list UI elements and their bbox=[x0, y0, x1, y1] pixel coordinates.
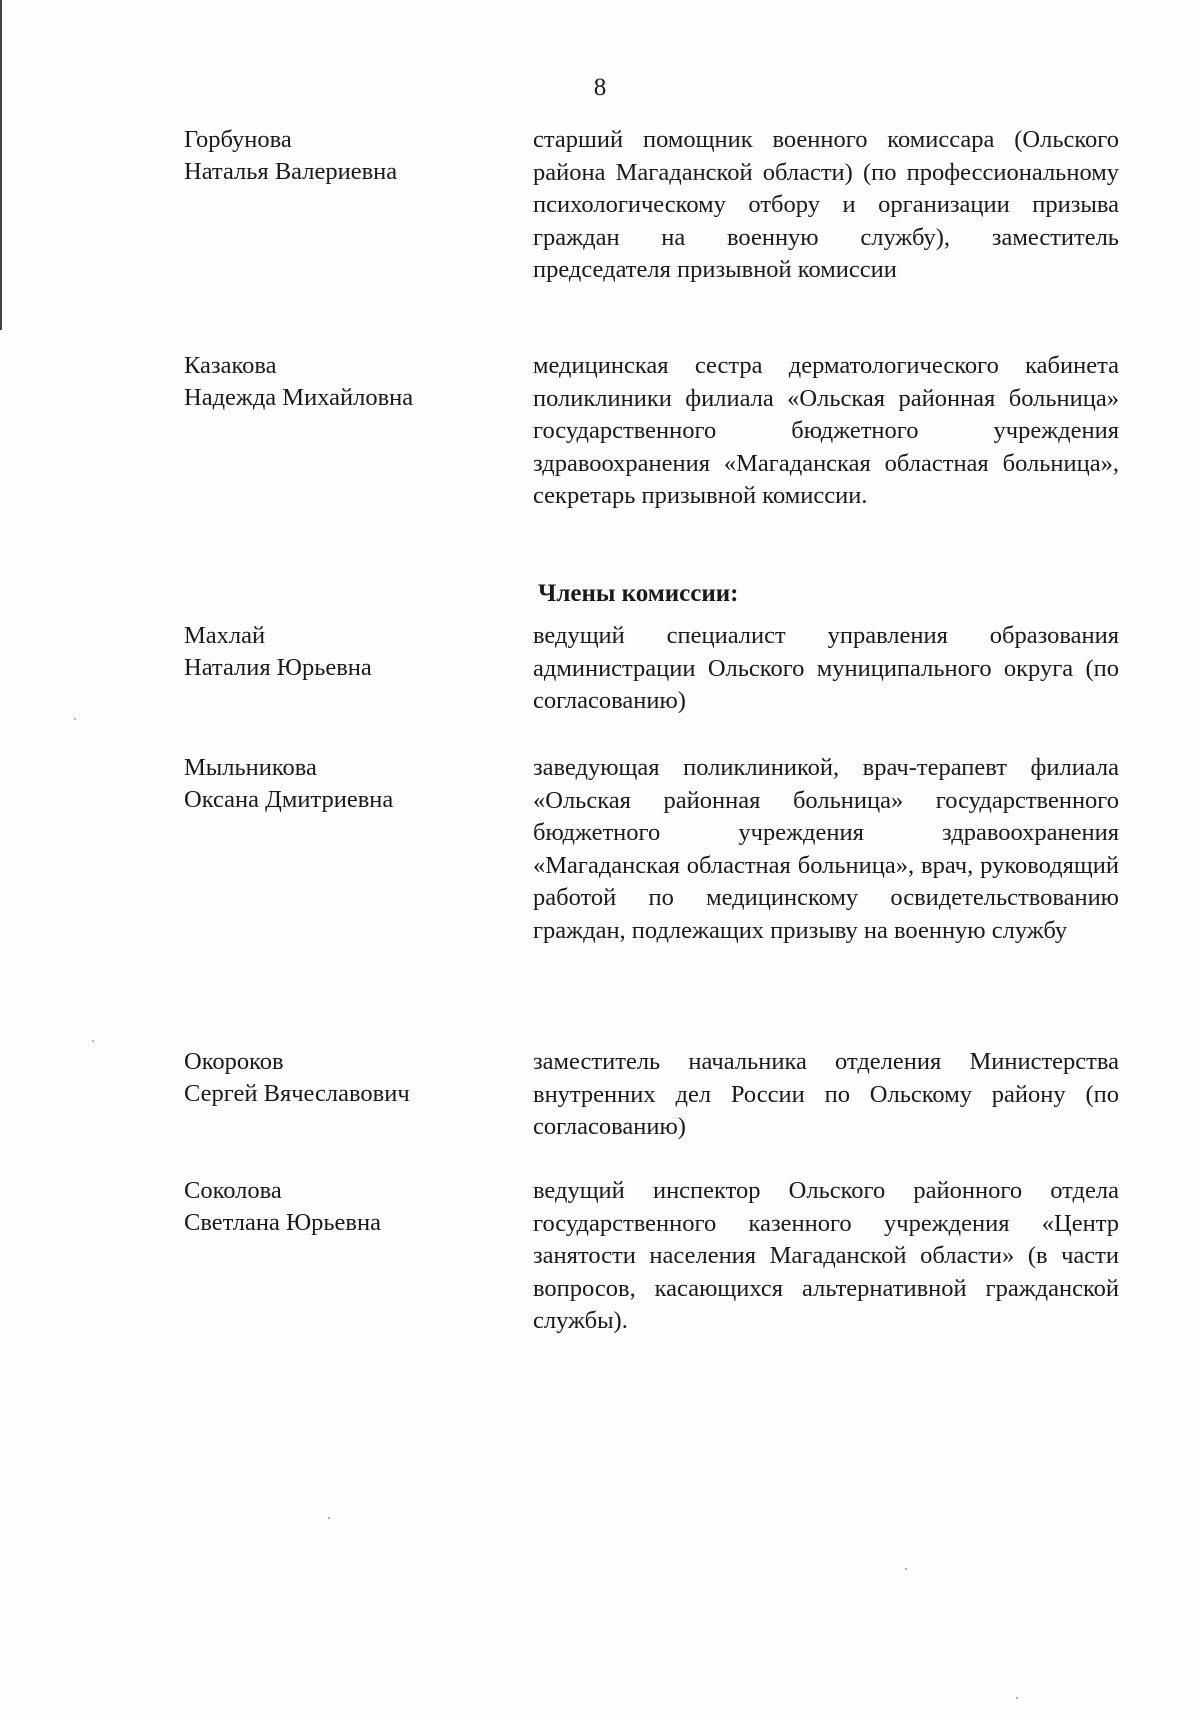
person-surname: Окороков bbox=[184, 1048, 284, 1075]
person-given-names: Наталья Валериевна bbox=[184, 158, 398, 185]
person-name bbox=[184, 752, 504, 816]
scan-speck bbox=[92, 1040, 94, 1042]
page-number: 8 bbox=[593, 74, 607, 101]
person-surname: Махлай bbox=[184, 622, 266, 649]
scan-speck bbox=[74, 718, 76, 720]
person-surname: Соколова bbox=[184, 1177, 282, 1204]
person-given-names: Оксана Дмитриевна bbox=[184, 786, 394, 813]
person-surname: Горбунова bbox=[184, 126, 292, 153]
person-name bbox=[184, 1175, 504, 1239]
person-position: старший помощник военного комиссара (Ольского района Магаданской области) (по профессиональному психологическому отбору и организации призыва граждан на военную службу), заместитель председателя призывной комиссии bbox=[533, 126, 1119, 283]
person-name bbox=[184, 350, 504, 414]
scan-speck bbox=[1016, 1697, 1018, 1699]
person-name bbox=[184, 1046, 504, 1110]
person-position: медицинская сестра дерматологического кабинета поликлиники филиала «Ольская районная больница» государственного бюджетного учреждения здравоохранения «Магаданская областная больница», секретарь призывной комиссии. bbox=[533, 352, 1119, 509]
scan-speck bbox=[328, 1517, 330, 1519]
members-heading: Члены комиссии: bbox=[538, 580, 739, 607]
person-name bbox=[184, 124, 504, 188]
scan-edge-line bbox=[0, 0, 2, 330]
person-position: ведущий специалист управления образования администрации Ольского муниципального округа (по согласованию) bbox=[533, 622, 1119, 714]
person-name bbox=[184, 620, 504, 684]
person-position: ведущий инспектор Ольского районного отдела государственного казенного учреждения «Центр занятости населения Магаданской области» (в части вопросов, касающихся альтернативной гражданской службы). bbox=[533, 1177, 1119, 1334]
person-position: заместитель начальника отделения Министерства внутренних дел России по Ольскому району (по согласованию) bbox=[533, 1048, 1119, 1140]
person-given-names: Сергей Вячеславович bbox=[184, 1080, 410, 1107]
person-surname: Мыльникова bbox=[184, 754, 317, 781]
person-position: заведующая поликлиникой, врач-терапевт филиала «Ольская районная больница» государственного бюджетного учреждения здравоохранения «Магаданская областная больница», врач, руководящий работой по медицинскому освидетельствованию граждан, подлежащих призыву на военную службу bbox=[533, 754, 1119, 944]
person-surname: Казакова bbox=[184, 352, 277, 379]
person-given-names: Светлана Юрьевна bbox=[184, 1209, 381, 1236]
scan-speck bbox=[905, 1568, 907, 1570]
person-given-names: Надежда Михайловна bbox=[184, 384, 414, 411]
person-given-names: Наталия Юрьевна bbox=[184, 654, 372, 681]
